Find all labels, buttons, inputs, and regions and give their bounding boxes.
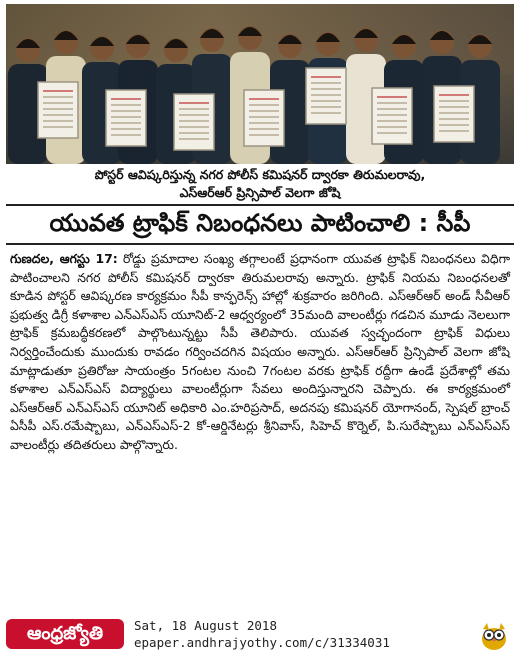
person-hair [126,35,150,44]
caption-line-1: పోస్టర్ ఆవిష్కరిస్తున్న నగర పోలీస్ కమిషనర్ ద్వారకా తిరుమలరావు, [94,167,426,182]
owl-icon [478,621,510,651]
article-body [10,250,510,455]
edition-date: Sat, 18 August 2018 [134,618,277,633]
headline: యువత ట్రాఫిక్ నిబంధనలు పాటించాలి : సీపీ [49,209,471,237]
person-hair [164,39,188,48]
andhrajyothy-logo[interactable]: ఆంధ్రజ్యోతి [6,619,124,649]
person-hair [238,27,262,36]
photo-caption [6,166,514,202]
person-hair [90,37,114,46]
footer-meta [134,617,390,651]
divider-bottom [6,243,514,245]
photo-people-illustration [6,4,514,164]
divider-top [6,204,514,206]
footer [0,615,520,656]
dateline: గుణదల, ఆగస్టు 17: [10,251,118,266]
person-hair [54,31,78,40]
news-photo [6,4,514,164]
caption-line-2: ఎస్ఆర్ఆర్ ప్రిన్సిపాల్ వెలగా జోషి [179,185,341,200]
person-hair [278,35,302,44]
person-hair [468,35,492,44]
person-hair [200,29,224,38]
person-hair [316,33,340,42]
person-hair [430,31,454,40]
person-hair [16,39,40,48]
epaper-link[interactable]: epaper.andhrajyothy.com/c/31334031 [134,635,390,650]
person-hair [354,29,378,38]
article-text: రోడ్డు ప్రమాదాల సంఖ్య తగ్గాలంటే ప్రధానంగా యువత ట్రాఫిక్ నిబంధనలు విధిగా పాటించాలని నగర పోలీస్ కమిషనర్ ద్వారకా తిరుమలరావు అన్నారు. ట్రాఫిక్ నియమ నిబంధనలతో కూడిన పోస్టర్ ఆవిష్కరణ కార్యక్రమం సీపీ కాన్ఫరెన్స్ హాల్లో శుక్రవారం జరిగింది. ఎస్ఆర్ఆర్ అండ్ సీవీఆర్ ప్రభుత్వ డిగ్రీ కళాశాల ఎన్ఎస్ఎస్ యూనిట్-2 ఆధ్వర్యంలో 35మంది వాలంటీర్లు గడచిన మూడు నెలలుగా ట్రాఫిక్ క్రమబద్ధీకరణలో పాల్గొంటున్నట్టు సీపీ తెలిపారు. యువత స్వచ్ఛందంగా ట్రాఫిక్ విధులు నిర్వర్తించేందుకు ముందుకు రావడం గర్వించదగిన విషయం అన్నారు. ఎస్ఆర్ఆర్ ప్రిన్సిపాల్ వెలగా జోషి మాట్లాడుతూ ప్రతిరోజు సాయంత్రం 5గంటల నుంచి 7గంటల వరకు ట్రాఫిక్ రద్దీగా ఉండే ప్రదేశాల్లో తమ కళాశాల ఎన్ఎస్ఎస్ విద్యార్థులు వాలంటీర్లుగా సేవలు అందిస్తున్నారని చెప్పారు. ఈ కార్యక్రమంలో ఎస్ఆర్ఆర్ ఎన్ఎస్ఎస్ యూనిట్ అధికారి ఎం.హరిప్రసాద్, అదనపు కమిషనర్ యోగానంద్, స్పెషల్ బ్రాంచ్ ఏసీపీ ఎస్.రమేష్బాబు, ఎన్ఎస్ఎస్-2 కో-ఆర్డినేటర్లు శ్రీనివాస్, సిహెచ్ కొర్నెల్, పి.సురేష్బాబు ఎన్ఎస్ఎస్ వాలంటీర్లు తదితరులు పాల్గొన్నారు. [10,251,510,452]
person-hair [392,35,416,44]
